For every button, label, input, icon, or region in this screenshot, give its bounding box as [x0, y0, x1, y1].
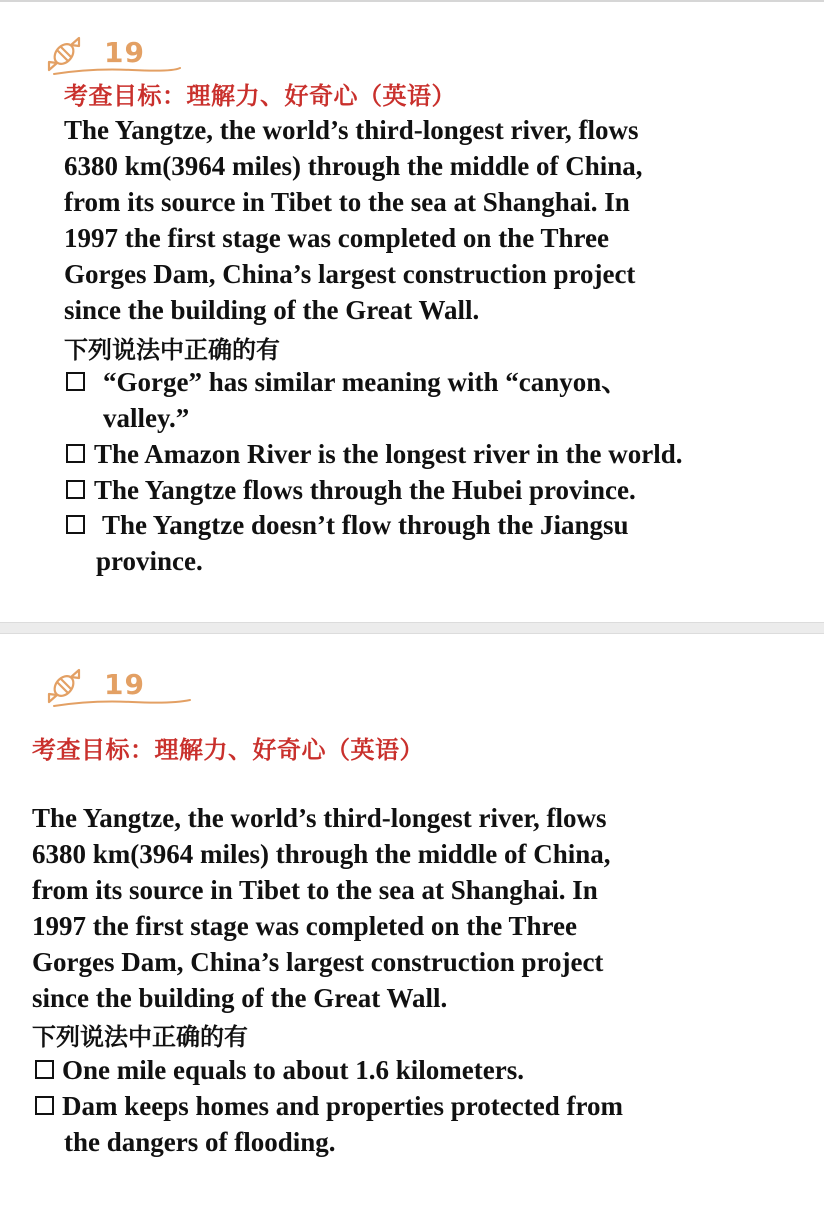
option-text: The Yangtze doesn’t flow through the Jiangsu	[102, 510, 629, 540]
assessment-goal: 考查目标：理解力、好奇心（英语）	[32, 736, 424, 764]
reading-passage	[64, 112, 643, 328]
answer-option	[96, 507, 629, 579]
assessment-goal: 考查目标：理解力、好奇心（英语）	[64, 82, 456, 110]
question-number: 19	[104, 668, 145, 701]
passage-line: from its source in Tibet to the sea at Shanghai. In	[32, 875, 598, 905]
passage-line: 6380 km(3964 miles) through the middle of China,	[64, 151, 643, 181]
passage-line: since the building of the Great Wall.	[64, 295, 480, 325]
option-text: Dam keeps homes and properties protected from	[62, 1091, 623, 1121]
question-number-badge	[44, 662, 194, 710]
question-prompt: 下列说法中正确的有	[64, 336, 280, 364]
option-text: One mile equals to about 1.6 kilometers.	[62, 1055, 524, 1085]
passage-line: Gorges Dam, China’s largest construction project	[64, 259, 636, 289]
answer-option	[62, 1052, 524, 1088]
option-checkbox[interactable]	[35, 1060, 54, 1079]
card-separator	[0, 622, 824, 634]
option-checkbox[interactable]	[66, 372, 85, 391]
reading-passage	[32, 800, 611, 1016]
answer-option	[94, 472, 636, 508]
option-text: The Amazon River is the longest river in the world.	[94, 439, 683, 469]
option-text: province.	[96, 546, 203, 576]
passage-line: 6380 km(3964 miles) through the middle of China,	[32, 839, 611, 869]
passage-line: since the building of the Great Wall.	[32, 983, 448, 1013]
question-card-2	[0, 634, 824, 1221]
option-text: The Yangtze flows through the Hubei province.	[94, 475, 636, 505]
question-prompt: 下列说法中正确的有	[32, 1023, 248, 1051]
passage-line: 1997 the first stage was completed on the Three	[64, 223, 609, 253]
option-checkbox[interactable]	[66, 480, 85, 499]
passage-line: from its source in Tibet to the sea at Shanghai. In	[64, 187, 630, 217]
option-text: valley.”	[103, 403, 190, 433]
option-text: “Gorge” has similar meaning with “canyon、	[103, 367, 629, 397]
question-number-badge	[44, 30, 194, 78]
passage-line: Gorges Dam, China’s largest construction project	[32, 947, 604, 977]
answer-option	[103, 364, 628, 436]
question-card-1	[0, 2, 824, 622]
option-text: the dangers of flooding.	[64, 1127, 336, 1157]
option-checkbox[interactable]	[66, 444, 85, 463]
underline-swoosh	[52, 696, 192, 710]
passage-line: The Yangtze, the world’s third-longest river, flows	[32, 803, 607, 833]
option-checkbox[interactable]	[66, 515, 85, 534]
option-checkbox[interactable]	[35, 1096, 54, 1115]
question-number: 19	[104, 36, 145, 69]
passage-line: The Yangtze, the world’s third-longest river, flows	[64, 115, 639, 145]
answer-option	[62, 1088, 623, 1160]
passage-line: 1997 the first stage was completed on the Three	[32, 911, 577, 941]
answer-option	[94, 436, 682, 472]
